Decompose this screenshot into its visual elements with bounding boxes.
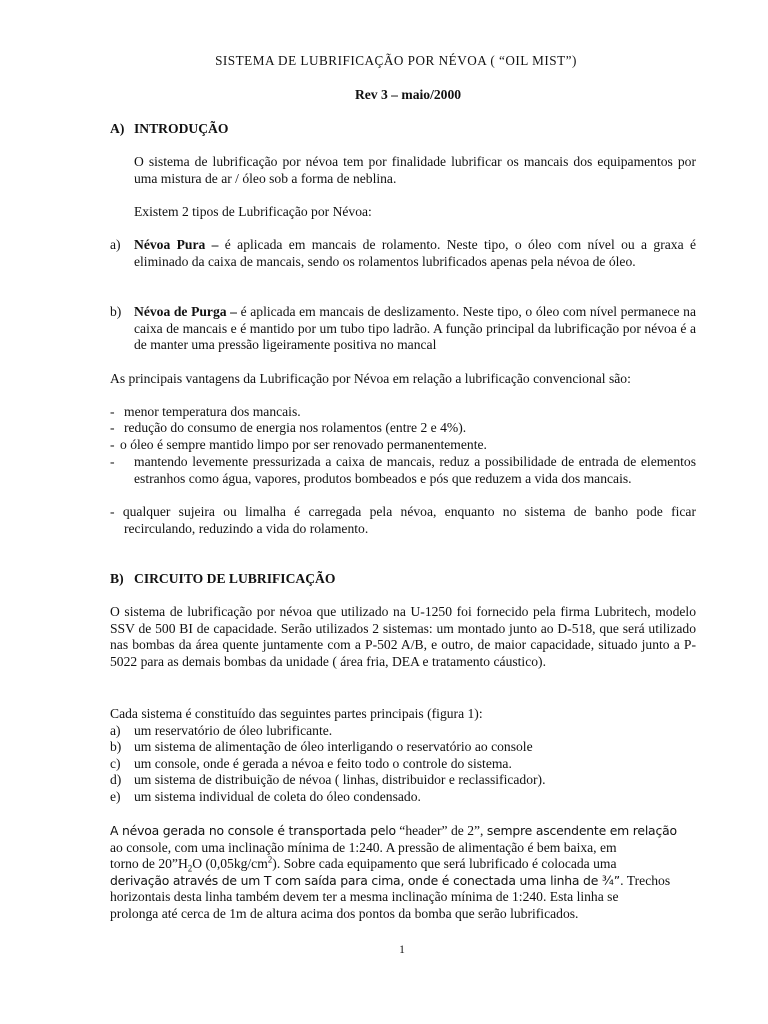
parts-intro: Cada sistema é constituído das seguintes partes principais (figura 1):	[110, 706, 483, 721]
type-name: Névoa de Purga –	[134, 304, 237, 319]
part-text: um sistema individual de coleta do óleo condensado.	[134, 788, 421, 804]
part-item	[110, 756, 696, 773]
part-text: um sistema de alimentação de óleo interligando o reservatório ao console	[134, 739, 533, 755]
advantage-text: mantendo levemente pressurizada a caixa de mancais, reduz a possibilidade de entrada de elementos estranhos como água, vapores, produtos bombeados e pós que reduzem a vida dos mancais.	[134, 454, 696, 486]
intro-paragraph: O sistema de lubrificação por névoa tem por finalidade lubrificar os mancais dos equipamentos por uma mistura de ar / óleo sob a forma de neblina.	[134, 154, 696, 186]
distribution-paragraph	[110, 823, 696, 923]
list-marker: a)	[110, 237, 121, 252]
advantage-item	[110, 437, 696, 454]
text-run: “header” de 2”,	[395, 823, 487, 838]
list-marker: e)	[110, 788, 121, 804]
part-text: um sistema de distribuição de névoa ( linhas, distribuidor e reclassificador).	[134, 772, 546, 788]
type-name: Névoa Pura –	[134, 237, 219, 252]
paragraph-line	[110, 873, 696, 890]
superscript: 2	[267, 854, 273, 865]
list-marker: b)	[110, 304, 122, 319]
part-text: um reservatório de óleo lubrificante.	[134, 722, 333, 738]
part-item	[110, 739, 696, 756]
section-a-heading	[110, 121, 228, 138]
circuit-paragraph: O sistema de lubrificação por névoa que utilizado na U-1250 foi fornecido pela firma Lubritech, modelo SSV de 500 BI de capacidade. Serão utilizados 2 sistemas: um montado junto ao D-518, que será utilizado nas bombas da área quente juntamente com a P-502 A/B, e outro, de maior capacidade, situado junto a P-5022 para as demais bombas da unidade ( área fria, DEA e tratamento cáustico).	[110, 604, 696, 669]
advantage-text: o óleo é sempre mantido limpo por ser renovado permanentemente.	[120, 437, 487, 452]
part-item	[110, 723, 696, 740]
section-b-heading	[110, 571, 335, 588]
part-item	[110, 772, 696, 789]
advantage-item	[110, 420, 696, 437]
list-marker: a)	[110, 722, 121, 738]
types-intro: Existem 2 tipos de Lubrificação por Névoa:	[134, 204, 372, 219]
text-run: derivação através de um T com saída para cima, onde é conectada uma linha de ¾”.	[110, 872, 624, 888]
type-description: é aplicada em mancais de rolamento. Neste tipo, o óleo com nível ou a graxa é eliminado da caixa de mancais, sendo os rolamentos lubrificados apenas pela névoa de óleo.	[134, 237, 696, 269]
list-marker: -	[110, 437, 115, 452]
advantage-item-last: - qualquer sujeira ou limalha é carregada pela névoa, enquanto no sistema de banho pode ficar recirculando, reduzindo a vida do rolamento.	[110, 504, 696, 536]
list-marker: c)	[110, 755, 121, 771]
document-title: SISTEMA DE LUBRIFICAÇÃO POR NÉVOA ( “OIL MIST”)	[215, 53, 577, 68]
section-a-title: INTRODUÇÃO	[134, 121, 229, 136]
text-run: ). Sobre cada equipamento que será lubrificado é colocada uma	[272, 856, 617, 872]
list-marker: -	[110, 420, 115, 435]
paragraph-line	[110, 856, 696, 873]
section-b-title: CIRCUITO DE LUBRIFICAÇÃO	[134, 571, 336, 586]
paragraph-line	[110, 823, 696, 840]
paragraph-line: ao console, com uma inclinação mínima de 1:240. A pressão de alimentação é bem baixa, em	[110, 839, 617, 855]
type-description: é aplicada em mancais de deslizamento. Neste tipo, o óleo com nível permanece na caixa de mancais e é mantido por um tubo tipo ladrão. A função principal da lubrificação por névoa é a de manter uma pressão ligeiramente positiva no mancal	[134, 304, 696, 353]
paragraph-line: horizontais desta linha também devem ter a mesma inclinação mínima de 1:240. Esta linha se	[110, 889, 619, 905]
list-marker: -	[110, 404, 115, 419]
text-run: O (0,05kg/cm	[192, 856, 268, 872]
section-b-label: B)	[110, 571, 124, 586]
list-marker: b)	[110, 739, 122, 755]
page-number: 1	[399, 944, 405, 956]
advantage-item	[110, 404, 696, 421]
text-run: torno de 20”H	[110, 856, 188, 872]
text-run: sempre ascendente em relação	[486, 823, 677, 838]
part-item	[110, 789, 696, 806]
text-run: A névoa gerada no console é transportada pelo	[110, 823, 396, 838]
parts-list	[110, 706, 696, 806]
type-item-nevoa-pura	[110, 237, 696, 270]
advantage-text: redução do consumo de energia nos rolamentos (entre 2 e 4%).	[124, 420, 467, 435]
advantage-text: menor temperatura dos mancais.	[124, 404, 301, 419]
advantage-item	[110, 454, 696, 487]
list-marker: -	[110, 454, 115, 469]
text-run: Trechos	[623, 872, 671, 888]
paragraph-line: prolonga até cerca de 1m de altura acima dos pontos da bomba que serão lubrificados.	[110, 905, 579, 921]
part-text: um console, onde é gerada a névoa e feito todo o controle do sistema.	[134, 755, 512, 771]
section-a-label: A)	[110, 121, 125, 136]
subscript: 2	[187, 863, 193, 874]
list-marker: d)	[110, 772, 122, 788]
document-revision: Rev 3 – maio/2000	[354, 87, 462, 102]
type-item-nevoa-de-purga	[110, 304, 696, 354]
advantages-intro: As principais vantagens da Lubrificação por Névoa em relação a lubrificação convencional são:	[110, 371, 631, 386]
